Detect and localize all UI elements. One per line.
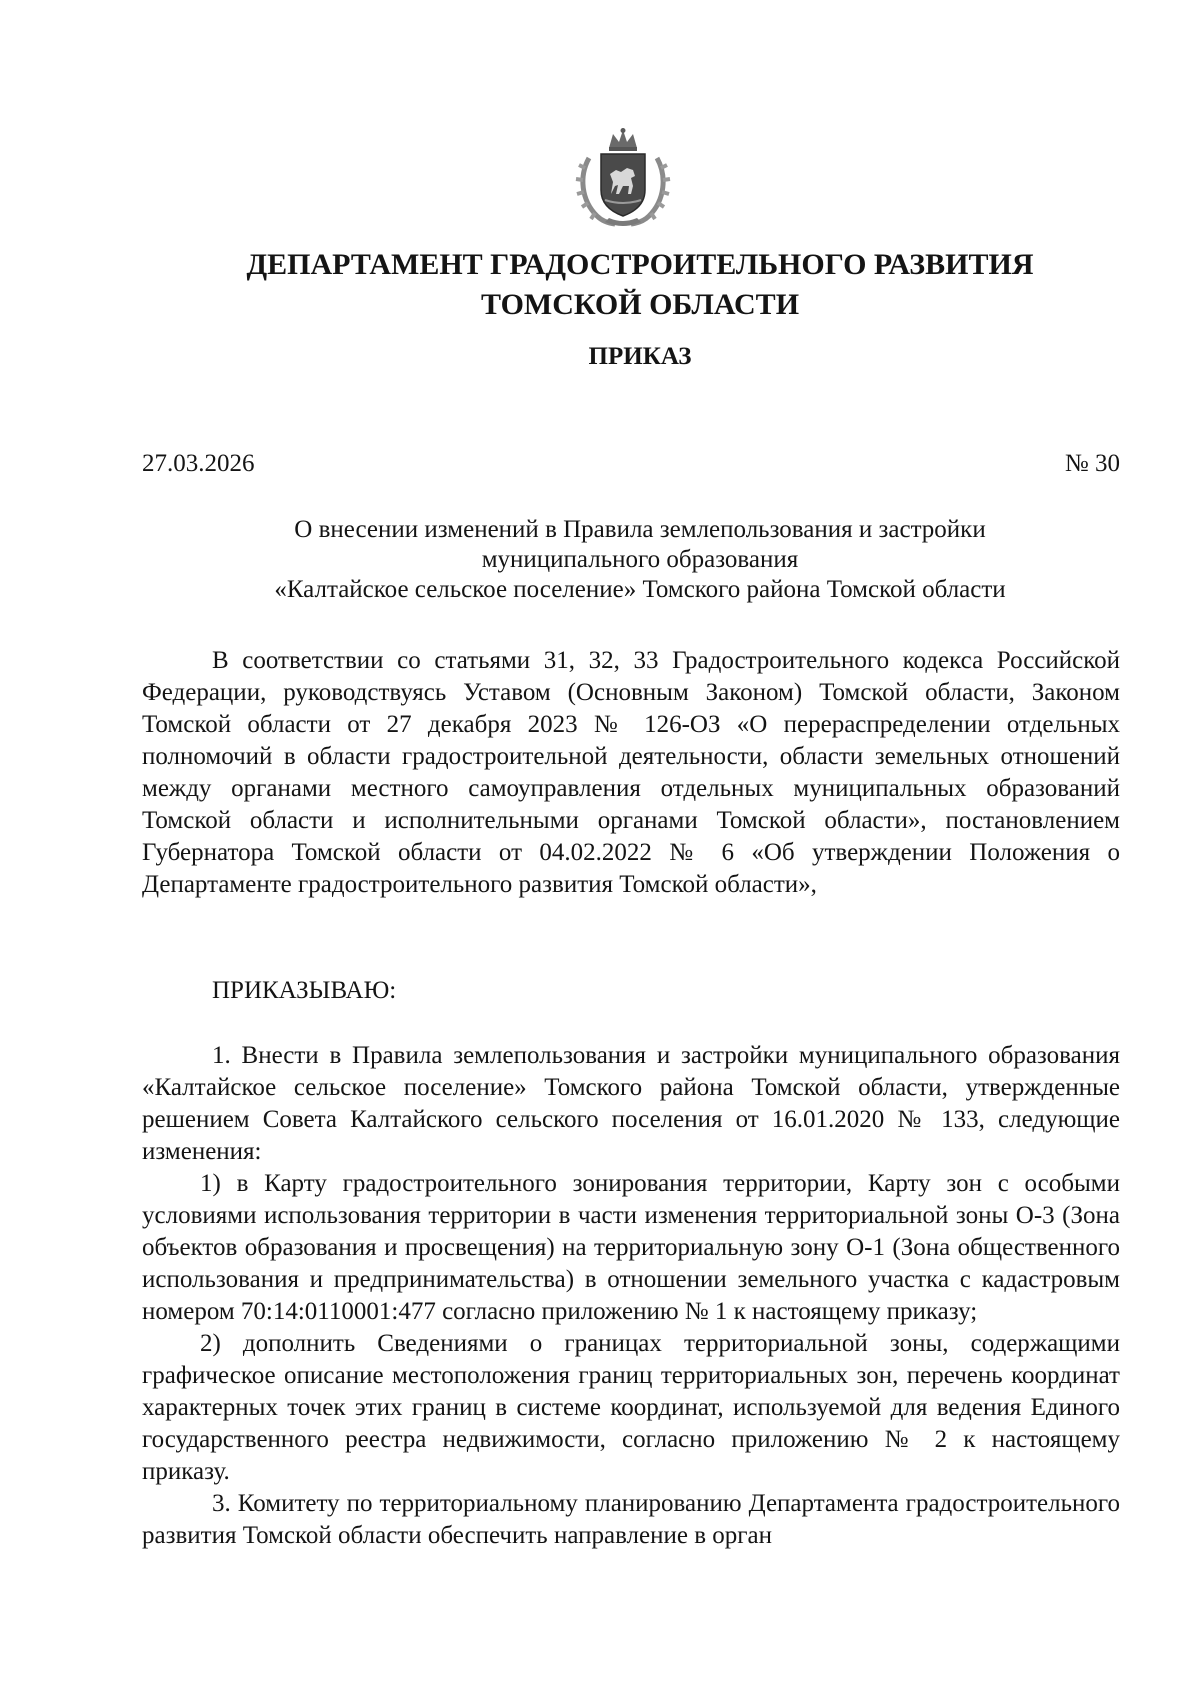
preamble-paragraph xyxy=(142,645,1120,901)
preamble-text: В соответствии со статьями 31, 32, 33 Градостроительного кодекса Российской Федерации, руководствуясь Уставом (Основным Законом) Томской области, Законом Томской области от 27 декабря 2023 № 126-ОЗ «О перераспределении отдельных полномочий в области градостроительной деятельности, области земельных отношений между органами местного самоуправления отдельных муниципальных образований Томской области и исполнительными органами Томской области», постановлением Губернатора Томской области от 04.02.2022 № 6 «Об утверждении Положения о Департаменте градостроительного развития Томской области», xyxy=(142,647,1120,898)
department-name xyxy=(140,245,1140,325)
order-item-1-2: 2) дополнить Сведениями о границах территориальной зоны, содержащими графическое описание местоположения границ территориальных зон, перечень координат характерных точек этих границ в системе координат, используемой для ведения Единого государственного реестра недвижимости, согласно приложению № 2 к настоящему приказу. xyxy=(142,1330,1120,1485)
document-subject xyxy=(140,515,1140,605)
order-item-1: 1. Внести в Правила землепользования и застройки муниципального образования «Калтайское сельское поселение» Томского района Томской области, утвержденные решением Совета Калтайского сельского поселения от 16.01.2020 № 133, следующие изменения: xyxy=(142,1042,1120,1165)
subject-line3: «Калтайское сельское поселение» Томского района Томской области xyxy=(274,576,1006,603)
subject-line1: О внесении изменений в Правила землепользования и застройки xyxy=(294,516,986,543)
document-number: № 30 xyxy=(1064,450,1120,477)
document-type: ПРИКАЗ xyxy=(588,343,692,370)
department-name-line2: ТОМСКОЙ ОБЛАСТИ xyxy=(480,288,800,321)
order-items xyxy=(142,1040,1120,1552)
subject-line2: муниципального образования xyxy=(481,546,799,573)
coat-of-arms-icon xyxy=(575,128,671,230)
document-date: 27.03.2026 xyxy=(142,450,255,477)
order-subitems xyxy=(142,1168,1120,1488)
order-item-1-1: 1) в Карту градостроительного зонирования территории, Карту зон с особыми условиями использования территории в части изменения территориальной зоны О-3 (Зона объектов образования и просвещения) на территориальную зону О-1 (Зона общественного использования и предпринимательства) в отношении земельного участка с кадастровым номером 70:14:0110001:477 согласно приложению № 1 к настоящему приказу; xyxy=(142,1170,1120,1325)
department-name-line1: ДЕПАРТАМЕНТ ГРАДОСТРОИТЕЛЬНОГО РАЗВИТИЯ xyxy=(246,248,1034,281)
order-word: ПРИКАЗЫВАЮ: xyxy=(212,977,397,1004)
order-item-3: 3. Комитету по территориальному планированию Департамента градостроительного развития Томской области обеспечить направление в орган xyxy=(142,1490,1120,1549)
